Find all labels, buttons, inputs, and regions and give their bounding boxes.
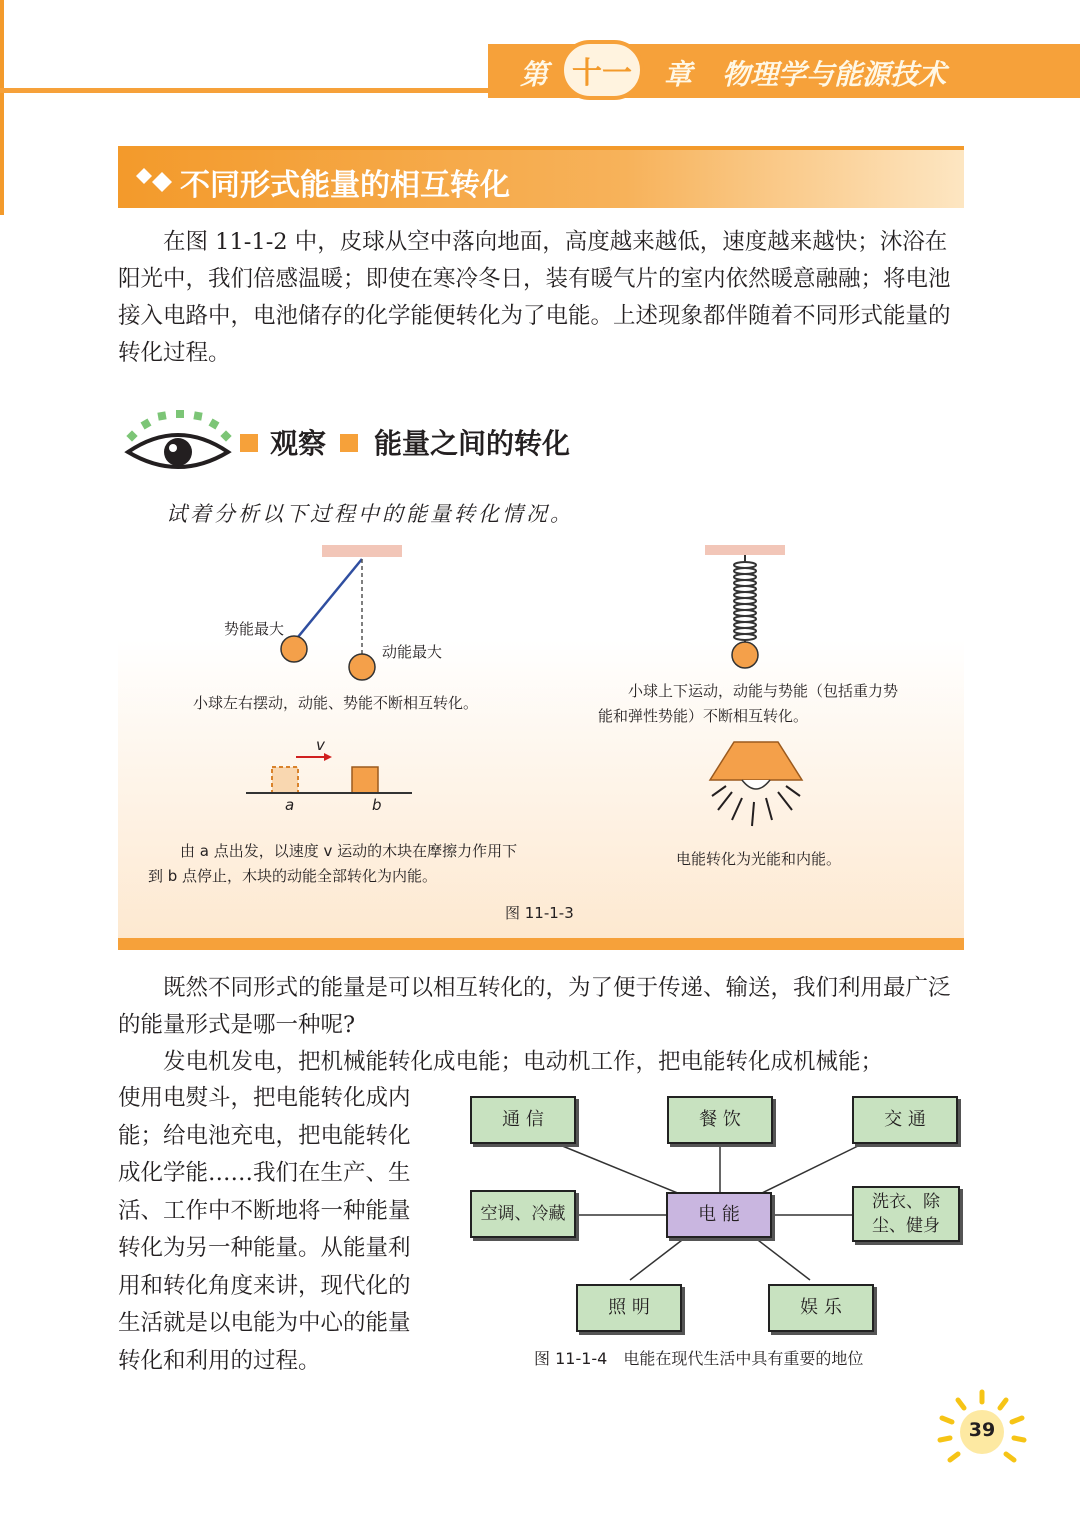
lamp-caption: 电能转化为光能和内能。 <box>676 850 842 868</box>
spring-caption-line2: 能和弹性势能）不断相互转化。 <box>598 707 809 725</box>
node-laundry-line2: 尘、健身 <box>872 1216 940 1236</box>
figure-11-1-3-label: 图 11-1-3 <box>505 904 574 922</box>
spring-illustration <box>700 545 790 670</box>
text-line: 转化和利用的过程。 <box>118 1347 321 1374</box>
node-laundry <box>852 1186 960 1242</box>
observe-instruction: 试着分析以下过程中的能量转化情况。 <box>166 502 574 526</box>
pendulum-illustration <box>270 545 420 685</box>
page-number: 39 <box>968 1419 996 1441</box>
figure-11-1-4-caption: 图 11-1-4 电能在现代生活中具有重要的地位 <box>534 1349 864 1368</box>
text-line: 生活就是以电能为中心的能量 <box>118 1310 411 1336</box>
lamp-icon <box>706 740 806 830</box>
node-electricity: 电 能 <box>666 1192 772 1238</box>
node-communication: 通 信 <box>470 1096 576 1144</box>
text-line: 转化为另一种能量。从能量利 <box>118 1235 411 1261</box>
chapter-suffix: 章 <box>664 58 693 91</box>
node-laundry-line1: 洗衣、除 <box>872 1192 940 1212</box>
para3-column <box>118 1080 448 1380</box>
observe-title: 能量之间的转化 <box>374 427 571 460</box>
block-caption-line2: 到 b 点停止，木块的动能全部转化为内能。 <box>148 867 438 885</box>
section-title: 不同形式能量的相互转化 <box>180 168 510 203</box>
text-line: 能；给电池充电，把电能转化 <box>118 1122 411 1149</box>
chapter-title: 物理学与能源技术 <box>722 58 947 91</box>
block-caption-line1: 由 a 点出发，以速度 v 运动的木块在摩擦力作用下 <box>180 842 518 860</box>
figure-panel-bottom-bar <box>118 938 964 950</box>
orange-square-marker <box>240 434 258 452</box>
diamond-bullet-icon <box>136 166 176 192</box>
chapter-number: 十一 <box>572 56 632 91</box>
node-lighting: 照 明 <box>576 1284 682 1332</box>
pendulum-kinetic-label: 动能最大 <box>382 643 443 661</box>
text-line: 使用电熨斗，把电能转化成内 <box>118 1085 411 1111</box>
chapter-prefix: 第 <box>520 58 549 91</box>
orange-square-marker <box>340 434 358 452</box>
text-line: 活、工作中不断地将一种能量 <box>118 1197 411 1224</box>
question-paragraph: 既然不同形式的能量是可以相互转化的，为了便于传递、输送，我们利用最广泛的能量形式是哪一种呢? <box>118 975 951 1038</box>
left-margin-rule <box>0 0 4 215</box>
pendulum-potential-label: 势能最大 <box>224 620 285 638</box>
sliding-block-illustration <box>244 735 414 810</box>
point-b-label: b <box>372 796 382 814</box>
spring-caption-line1: 小球上下运动，动能与势能（包括重力势 <box>628 682 899 700</box>
intro-paragraph: 在图 11-1-2 中，皮球从空中落向地面，高度越来越低，速度越来越快；沐浴在阳光中，我们倍感温暖；即使在寒冷冬日，装有暖气片的室内依然暖意融融；将电池接入电路中，电池储存的化学能便转化为了电能。上述现象都伴随着不同形式能量的转化过程。 <box>118 229 951 366</box>
node-catering: 餐 饮 <box>667 1096 773 1144</box>
node-aircon: 空调、冷藏 <box>470 1190 576 1238</box>
point-a-label: a <box>285 796 295 814</box>
eye-icon <box>118 410 233 480</box>
text-line: 成化学能……我们在生产、生 <box>118 1160 411 1186</box>
velocity-label: v <box>316 736 325 754</box>
pendulum-caption: 小球左右摆动，动能、势能不断相互转化。 <box>193 694 479 712</box>
node-transport: 交 通 <box>852 1096 958 1144</box>
para3-first-line: 发电机发电，把机械能转化成电能；电动机工作，把电能转化成机械能； <box>163 1049 884 1075</box>
observe-label: 观察 <box>270 427 327 460</box>
node-entertainment: 娱 乐 <box>768 1284 874 1332</box>
text-line: 用和转化角度来讲，现代化的 <box>118 1272 411 1299</box>
